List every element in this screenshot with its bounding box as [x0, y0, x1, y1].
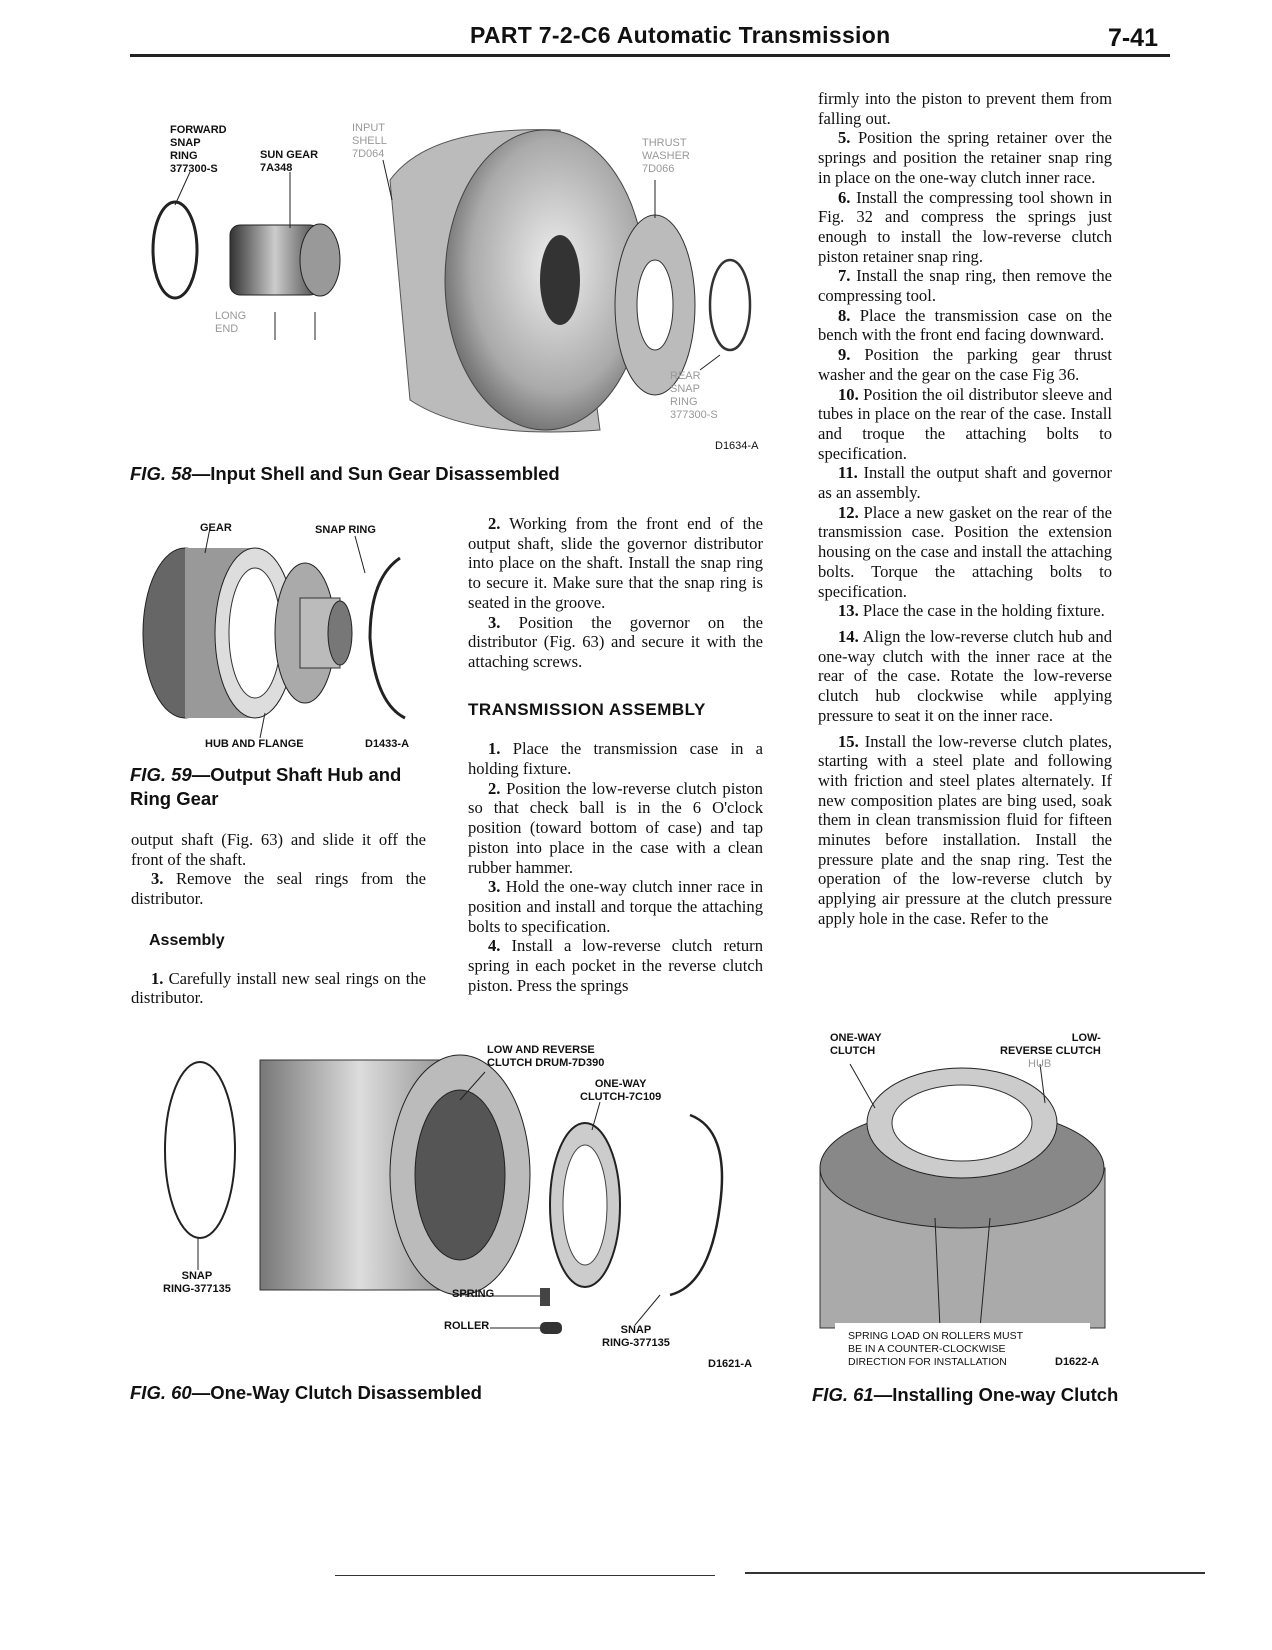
fig59-label-hub-flange: HUB AND FLANGE [205, 738, 304, 750]
right-p10-num: 14. [838, 626, 859, 646]
output-shaft-hub-drawing [130, 518, 440, 758]
mid-p3-num: 1. [488, 739, 501, 759]
mid-p5-num: 3. [488, 877, 501, 897]
fig61-label-hub: HUB [1028, 1058, 1052, 1070]
fig59-label-snap-ring: SNAP RING [315, 524, 376, 536]
left-paragraph-2 [131, 869, 426, 908]
mid-p6-num: 4. [488, 936, 501, 956]
mid-paragraph-2 [468, 613, 763, 672]
left-p3-num: 1. [151, 968, 164, 988]
fig61-code: D1622-A [1055, 1356, 1100, 1368]
right-p3-text: Install the snap ring, then remove the compressing tool. [818, 266, 1112, 306]
transmission-assembly-heading: TRANSMISSION ASSEMBLY [468, 699, 706, 719]
mid-paragraph-3 [468, 739, 763, 778]
left-p2-text: Remove the seal rings from the distributor. [131, 869, 426, 909]
right-p4-text: Place the transmission case on the bench with the front end facing downward. [818, 305, 1112, 345]
right-p2-num: 6. [838, 187, 851, 207]
right-p8-num: 12. [838, 502, 859, 522]
right-paragraph-7 [818, 463, 1112, 502]
fig61-label-low-reverse: LOW- REVERSE CLUTCH [1000, 1032, 1101, 1057]
mid-p2-text: Position the governor on the distributor (Fig. 63) and secure it with the attaching screws. [468, 612, 763, 671]
mid-p4-num: 2. [488, 778, 501, 798]
fig60-label-roller: ROLLER [444, 1320, 490, 1332]
right-p7-text: Install the output shaft and governor as an assembly. [818, 463, 1112, 503]
fig60-label-one-way: ONE-WAY CLUTCH-7C109 [580, 1078, 662, 1103]
mid-p3-text: Place the transmission case in a holding fixture. [468, 739, 763, 779]
right-p10-text: Align the low-reverse clutch hub and one-way clutch with the inner race at the rear of the case. Rotate the low-reverse clutch hub clockwise while applying pressure to seat it on the inner race. [818, 626, 1113, 725]
right-p9-text: Place the case in the holding fixture. [862, 601, 1105, 621]
right-paragraph-10 [818, 627, 1112, 726]
fig58-label-sun-gear: SUN GEAR 7A348 [260, 149, 319, 174]
right-paragraph-9 [818, 601, 1112, 621]
right-paragraph-3 [818, 266, 1112, 305]
right-p6-num: 10. [838, 384, 859, 404]
fig58-label-long-end: LONG END [215, 310, 247, 335]
right-text-column [818, 89, 1112, 929]
fig58-caption-num: FIG. 58 [130, 463, 192, 484]
fig61-label-one-way: ONE-WAY CLUTCH [830, 1032, 882, 1057]
fig59-caption-num: FIG. 59 [130, 764, 192, 785]
mid-paragraph-6 [468, 936, 763, 995]
fig59-label-gear: GEAR [200, 522, 232, 534]
fig60-caption-num: FIG. 60 [130, 1382, 192, 1403]
page-header-title: PART 7-2-C6 Automatic Transmission [470, 22, 891, 48]
fig61-note: SPRING LOAD ON ROLLERS MUST BE IN A COUNTER-CLOCKWISE DIRECTION FOR INSTALLATION [848, 1330, 1024, 1368]
fig60-label-drum: LOW AND REVERSE CLUTCH DRUM-7D390 [487, 1044, 605, 1069]
mid-p2-num: 3. [488, 612, 501, 632]
right-p8-text: Place a new gasket on the rear of the transmission case. Position the extension housing on the case and install the attaching bolts. Torque the attaching bolts to specification. [818, 502, 1112, 601]
fig59-code: D1433-A [365, 738, 410, 750]
right-p5-num: 9. [838, 345, 851, 365]
middle-text-column [468, 514, 763, 995]
mid-paragraph-1 [468, 514, 763, 613]
fig58-label-input-shell: INPUT SHELL 7D064 [352, 122, 387, 160]
right-paragraph-4 [818, 306, 1112, 345]
fig58-caption [130, 463, 560, 485]
footer-rule-right [745, 1572, 1205, 1574]
right-paragraph-11 [818, 732, 1112, 929]
mid-p5-text: Hold the one-way clutch inner race in position and install and torque the attaching bolts to specification. [468, 877, 763, 936]
mid-paragraph-5 [468, 877, 763, 936]
right-p1-text: Position the spring retainer over the springs and position the retainer snap ring in place on the one-way clutch inner race. [818, 128, 1112, 187]
assembly-heading: Assembly [149, 931, 225, 949]
right-p11-text: Install the low-reverse clutch plates, starting with a steel plate and following with friction and steel plates alternately. If new composition plates are bing used, soak them in clean transmission fluid for fifteen minutes before installation. Install the pressure plate and the snap ring. Test the operation of the low-reverse clutch by applying air pressure at the clutch pressure apply hole in the case. Refer to the [818, 731, 1113, 928]
fig60-label-snap-right: SNAP RING-377135 [602, 1324, 670, 1349]
right-paragraph-5 [818, 345, 1112, 384]
mid-p4-text: Position the low-reverse clutch piston so that check ball is in the 6 O'clock position (toward bottom of case) and tap piston into place in the case with a clean rubber hammer. [468, 778, 763, 877]
right-p3-num: 7. [838, 266, 851, 286]
fig61-caption-text: —Installing One-way Clutch [873, 1384, 1119, 1405]
fig58-label-rear-snap-ring: REAR SNAP RING 377300-S [670, 370, 718, 421]
fig58-caption-text: —Input Shell and Sun Gear Disassembled [191, 463, 560, 484]
fig60-caption [130, 1382, 482, 1404]
fig61-illustration [815, 1028, 1115, 1373]
left-paragraph-1: output shaft (Fig. 63) and slide it off the front of the shaft. [131, 830, 426, 869]
right-p5-text: Position the parking gear thrust washer and the gear on the case Fig 36. [818, 345, 1112, 384]
fig59-caption [130, 763, 430, 811]
left-text-column [131, 830, 426, 1008]
fig61-caption [812, 1384, 1118, 1406]
fig58-label-forward-snap-ring: FORWARD SNAP RING 377300-S [170, 124, 227, 175]
fig58-illustration [130, 100, 810, 470]
footer-rule-left [335, 1575, 715, 1576]
fig61-caption-num: FIG. 61 [812, 1384, 874, 1405]
fig58-code: D1634-A [715, 440, 759, 452]
header-rule [130, 54, 1170, 57]
right-p6-text: Position the oil distributor sleeve and tubes in place on the rear of the case. Install and troque the attaching bolts to specification. [818, 384, 1112, 463]
left-p2-num: 3. [151, 869, 164, 889]
fig60-label-snap-left: SNAP RING-377135 [163, 1270, 231, 1295]
mid-paragraph-4 [468, 779, 763, 878]
installing-one-way-clutch-drawing [815, 1028, 1115, 1373]
right-paragraph-8 [818, 503, 1112, 602]
fig60-code: D1621-A [708, 1358, 753, 1370]
right-p1-num: 5. [838, 128, 851, 148]
fig60-illustration [130, 1030, 780, 1375]
fig60-label-spring: SPRING [452, 1288, 495, 1300]
left-paragraph-3 [131, 969, 426, 1008]
fig59-illustration [130, 518, 440, 758]
right-paragraph-1 [818, 128, 1112, 187]
mid-p6-text: Install a low-reverse clutch return spring in each pocket in the reverse clutch piston. Press the springs [468, 936, 763, 995]
right-paragraph-6 [818, 385, 1112, 464]
right-p4-num: 8. [838, 305, 851, 325]
fig60-caption-text: —One-Way Clutch Disassembled [191, 1382, 482, 1403]
right-p11-num: 15. [838, 731, 859, 751]
right-p2-text: Install the compressing tool shown in Fig. 32 and compress the springs just enough to install the low-reverse clutch piston retainer snap ring. [818, 187, 1113, 266]
fig59-caption-text: —Output Shaft Hub and Ring Gear [130, 764, 402, 809]
right-paragraph-2 [818, 188, 1112, 267]
right-p7-num: 11. [838, 463, 858, 483]
right-p9-num: 13. [838, 601, 859, 621]
mid-p1-text: Working from the front end of the output shaft, slide the governor distributor into place on the shaft. Install the snap ring to secure it. Make sure that the snap ring is seated in the groove. [468, 514, 763, 612]
left-p3-text: Carefully install new seal rings on the distributor. [131, 968, 426, 1008]
right-paragraph-0: firmly into the piston to prevent them from falling out. [818, 89, 1112, 128]
page-number: 7-41 [1107, 24, 1158, 52]
mid-p1-num: 2. [488, 514, 501, 533]
fig58-label-thrust-washer: THRUST WASHER 7D066 [642, 137, 690, 175]
